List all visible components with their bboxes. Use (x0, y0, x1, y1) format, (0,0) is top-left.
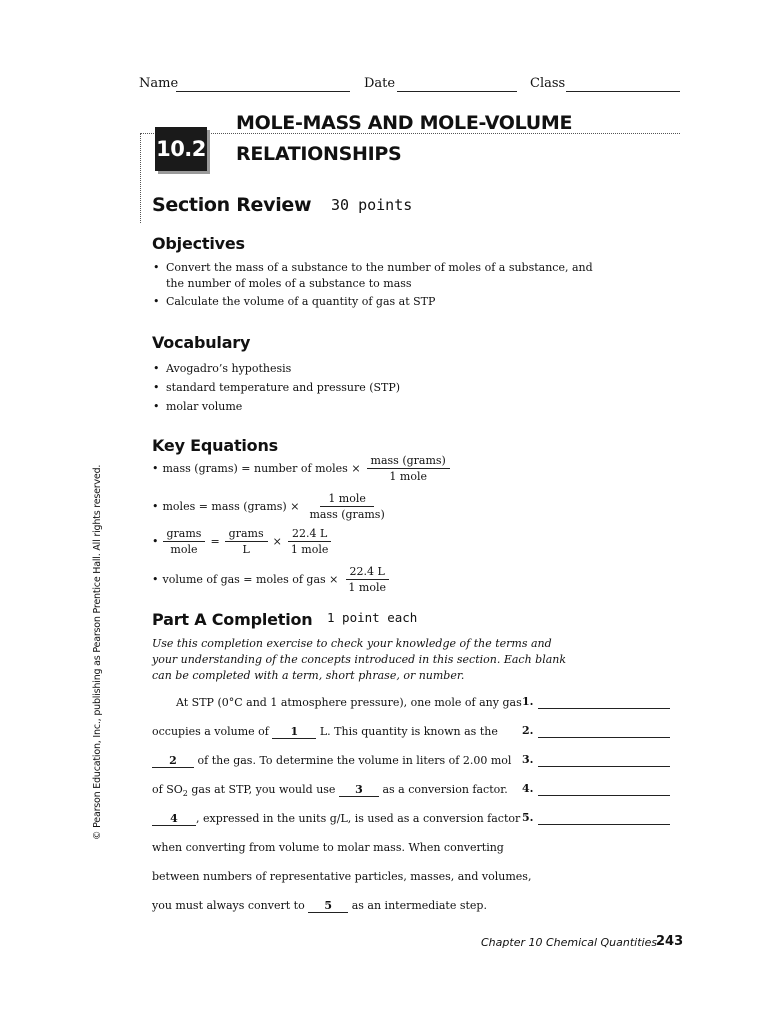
section-review-heading: Section Review (152, 194, 312, 216)
completion-line-5: 4 , expressed in the units g/L, is used as a conversion factor (152, 811, 520, 827)
equation-3-fraction-1 (163, 526, 206, 557)
class-field[interactable] (566, 91, 680, 92)
answer-field-1[interactable] (538, 708, 670, 709)
name-label: Name (139, 76, 179, 91)
answer-field-4[interactable] (538, 795, 670, 796)
date-field[interactable] (397, 91, 517, 92)
fraction-denominator: 1 mole (290, 543, 329, 556)
times-sign: × (272, 534, 282, 548)
answer-field-3[interactable] (538, 766, 670, 767)
equation-2: • moles = mass (grams) × $\frac{\text{1 mole}}{\text{mass (grams)}}$ (152, 491, 389, 522)
answer-number: 3. (522, 753, 534, 766)
equation-2-left: moles = mass (grams) × (162, 499, 300, 513)
class-label: Class (530, 76, 566, 91)
fraction-numerator: mass (grams) (367, 453, 450, 469)
fraction-denominator: mole (170, 543, 198, 556)
vocabulary-list (152, 359, 552, 416)
objectives-heading: Objectives (152, 234, 245, 253)
section-number-badge: 10.2 (155, 127, 207, 171)
fraction-denominator: 1 mole (389, 470, 427, 483)
fraction-numerator: 22.4 L (288, 526, 331, 542)
fraction-numerator: 22.4 L (346, 564, 389, 580)
fraction-denominator: mass (grams) (309, 508, 385, 521)
section-title (236, 108, 572, 170)
answer-number: 4. (522, 782, 534, 795)
equation-2-fraction (305, 491, 388, 522)
equation-4-left: volume of gas = moles of gas × (162, 572, 339, 586)
completion-line-8: you must always convert to 5 as an intermediate step. (152, 899, 487, 912)
blank-2: 2 (152, 755, 194, 768)
page-number: 243 (656, 934, 684, 949)
completion-line-2: occupies a volume of 1 L. This quantity is known as the (152, 725, 498, 738)
key-equations-heading: Key Equations (152, 436, 278, 455)
completion-line-6: when converting from volume to molar mass. When converting (152, 841, 504, 854)
blank-1: 1 (272, 726, 316, 739)
equation-1-left: mass (grams) = number of moles × (162, 461, 361, 475)
section-title-line2: RELATIONSHIPS (236, 143, 402, 165)
fraction-numerator: grams (163, 526, 206, 542)
completion-line-7: between numbers of representative particles, masses, and volumes, (152, 870, 532, 883)
equation-3-fraction-3 (287, 526, 333, 557)
vocabulary-item: • molar volume (152, 397, 552, 416)
answer-number: 1. (522, 695, 534, 708)
footer-chapter: Chapter 10 Chemical Quantities (481, 936, 658, 949)
objective-item: • Convert the mass of a substance to the number of moles of a substance, and the number of moles of a substance to mass (152, 260, 602, 292)
banner-dotted-side (140, 133, 141, 223)
vocabulary-heading: Vocabulary (152, 333, 251, 352)
fraction-numerator: grams (225, 526, 268, 542)
section-title-line1: MOLE-MASS AND MOLE-VOLUME (236, 112, 573, 134)
name-field[interactable] (176, 91, 350, 92)
completion-line-4: of $SO_2$ gas at STP, you would use 3 as a conversion factor. (152, 783, 508, 799)
equation-3: • $\frac{\text{grams}}{\text{mole}}$ = $\frac{\text{grams}}{L}$ × $\frac{22.4 L}{\text{1 mole}}$ (152, 526, 332, 557)
blank-3: 3 (339, 784, 379, 797)
objective-item: • Calculate the volume of a quantity of gas at STP (152, 294, 602, 310)
copyright-notice: © Pearson Education, Inc., publishing as Pearson Prentice Hall. All rights reserved. (92, 464, 103, 840)
equation-1-fraction (367, 453, 450, 484)
fraction-denominator: 1 mole (348, 581, 386, 594)
part-a-heading: Part A Completion (152, 610, 313, 629)
part-a-points: 1 point each (327, 610, 418, 625)
answer-field-5[interactable] (538, 824, 670, 825)
equation-1: • mass (grams) = number of moles × $\frac{\text{mass (grams)}}{\text{1 mole}}$ (152, 453, 450, 484)
fraction-numerator: 1 mole (320, 491, 374, 507)
answer-field-2[interactable] (538, 737, 670, 738)
blank-4: 4 (152, 813, 196, 826)
equation-3-fraction-2 (225, 526, 268, 557)
part-a-instructions: Use this completion exercise to check your knowledge of the terms and your understanding of the concepts introduced in this section. Each blank can be completed with a term, short phrase, or number. (152, 637, 567, 682)
date-label: Date (364, 76, 396, 91)
completion-line-3: 2 of the gas. To determine the volume in liters of 2.00 mol (152, 753, 511, 769)
vocabulary-item: • standard temperature and pressure (STP) (152, 378, 552, 397)
vocabulary-item: • Avogadro’s hypothesis (152, 359, 552, 378)
objectives-list (152, 260, 602, 310)
blank-5: 5 (308, 900, 348, 913)
fraction-denominator: L (242, 543, 250, 556)
equals-sign: = (210, 534, 220, 548)
equation-4-fraction (344, 564, 390, 595)
answer-number: 5. (522, 811, 534, 824)
equation-4: • volume of gas = moles of gas × $\frac{22.4 L}{\text{1 mole}}$ (152, 564, 390, 595)
completion-line-1: At STP (0°C and 1 atmosphere pressure), one mole of any gas (176, 696, 522, 709)
section-review-points: 30 points (331, 196, 413, 214)
answer-number: 2. (522, 724, 534, 737)
